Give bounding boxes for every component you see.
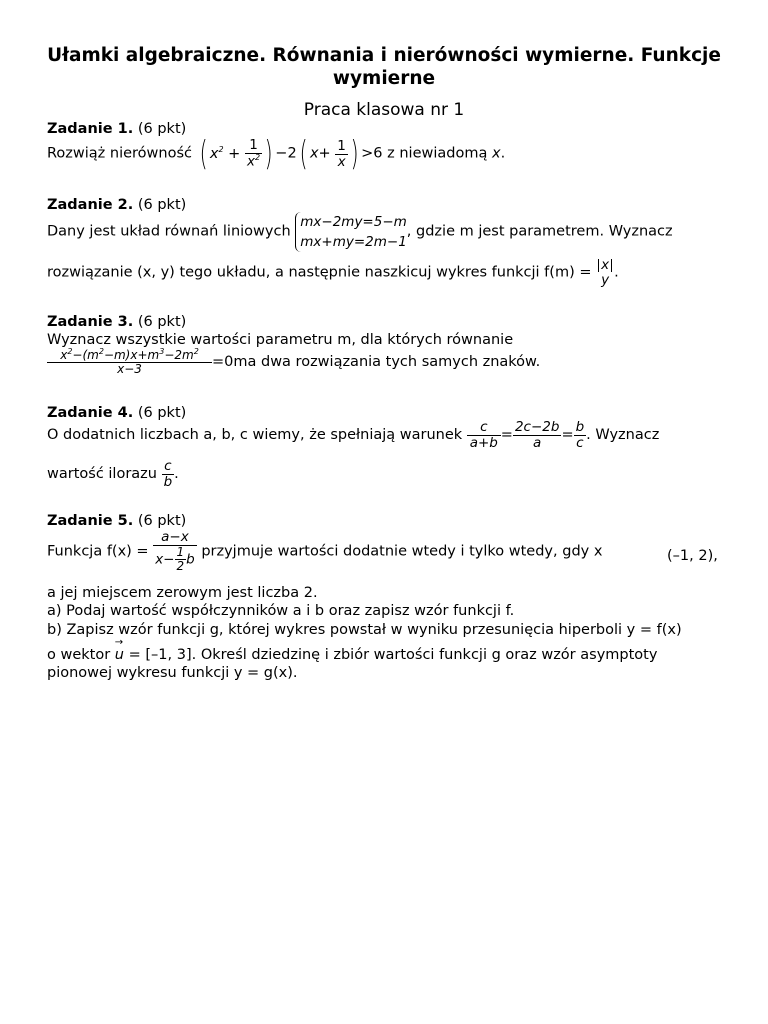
task-1-body: Rozwiąż nierówność ( $x^2$ + $\frac{1}{x^2}$ ) −2( x+ $\frac{1}{x}$ ) >6 z niewiadomą x. xyxy=(47,134,506,174)
task-5-heading xyxy=(47,513,186,530)
task-points: (6 pkt) xyxy=(137,197,187,213)
task-text: Rozwiąż nierówność xyxy=(47,145,192,162)
task-text: a) Podaj wartość współczynników a i b oraz zapisz wzór funkcji f. xyxy=(47,603,515,619)
task-text: z niewiadomą xyxy=(387,145,488,162)
task-3-line2: $\frac{x^2-(m^2-m)x+m^3-2m^2}{x-3}$ =0ma dwa rozwiązania tych samych znaków. xyxy=(47,348,540,388)
task-heading: Zadanie 1. xyxy=(47,121,134,137)
math-fraction: $\frac{c}{b}$ xyxy=(163,458,173,490)
task-points: (6 pkt) xyxy=(137,513,187,529)
vector-u: → u xyxy=(115,647,124,664)
task-text: = [–1, 3]. Określ dziedzinę i zbiór wartości funkcji g oraz wzór asymptoty xyxy=(128,647,658,663)
task-points: (6 pkt) xyxy=(137,121,187,137)
task-text: wartość ilorazu xyxy=(47,466,157,482)
page-title: Ułamki algebraiczne. Równania i nierówności wymierne. Funkcje wymierne xyxy=(47,45,721,89)
math-fraction: $\frac{x^2-(m^2-m)x+m^3-2m^2}{x-3}$ xyxy=(47,348,212,376)
math-fraction: $\frac{1}{x^2}$ xyxy=(246,137,261,170)
task-5-line2 xyxy=(47,585,318,602)
task-text: Funkcja f(x) = xyxy=(47,543,149,560)
task-2-line1 xyxy=(47,212,673,256)
math-fraction: a−x x− $\frac{1}{2}$ b xyxy=(155,529,195,574)
task-points: (6 pkt) xyxy=(137,314,187,330)
task-text: , gdzie m jest parametrem. Wyznacz xyxy=(406,223,673,240)
task-text: o wektor xyxy=(47,647,111,663)
task-5-part-a xyxy=(47,603,514,620)
equation-2: mx+my=2m−1 xyxy=(300,234,407,250)
task-text: ma dwa rozwiązania tych samych znaków. xyxy=(233,353,541,370)
math-fraction: x y xyxy=(596,258,614,288)
task-points: (6 pkt) xyxy=(137,405,187,421)
task-4-line2: wartość ilorazu $\frac{c}{b}$ . xyxy=(47,458,179,490)
task-text: Wyznacz wszystkie wartości parametru m, dla których równanie xyxy=(47,332,514,348)
task-text: O dodatnich liczbach a, b, c wiemy, że spełniają warunek xyxy=(47,427,463,443)
math-fraction: $\frac{c}{a+b}$ xyxy=(467,420,501,451)
task-heading: Zadanie 4. xyxy=(47,405,134,421)
task-heading: Zadanie 3. xyxy=(47,314,134,330)
task-3-heading xyxy=(47,314,186,331)
task-heading: Zadanie 5. xyxy=(47,513,134,529)
task-var: x xyxy=(491,145,501,162)
task-5-line1 xyxy=(47,530,727,586)
task-2-line2: rozwiązanie (x, y) tego układu, a następnie naszkicuj wykres funkcji f(m) = x y . xyxy=(47,257,619,288)
page-subtitle: Praca klasowa nr 1 xyxy=(303,100,465,120)
math-fraction: $\frac{1}{x}$ xyxy=(337,137,346,170)
task-text: Dany jest układ równań liniowych xyxy=(47,223,291,240)
task-text: a jej miejscem zerowym jest liczba 2. xyxy=(47,585,318,601)
math-fraction: $\frac{2c-2b}{a}$ xyxy=(514,419,560,451)
task-5-part-b1 xyxy=(47,622,682,639)
task-5-part-b3 xyxy=(47,665,298,682)
task-interval: (–1, 2), xyxy=(667,548,718,564)
task-text: pionowej wykresu funkcji y = g(x). xyxy=(47,665,298,681)
task-4-line1: O dodatnich liczbach a, b, c wiemy, że spełniają warunek $\frac{c}{a+b}$ = $\frac{2c-2b}{a}$ = $\frac{b}{c}$ . Wyznacz xyxy=(47,419,660,451)
equation-system xyxy=(295,212,407,252)
math-fraction: $\frac{b}{c}$ xyxy=(575,419,585,451)
task-5-part-b2 xyxy=(47,647,657,664)
task-text: rozwiązanie (x, y) tego układu, a następnie naszkicuj wykres funkcji f(m) = xyxy=(47,264,592,281)
equation-1: mx−2my=5−m xyxy=(300,214,407,230)
task-3-line1 xyxy=(47,332,513,349)
task-text: . Wyznacz xyxy=(586,427,660,443)
task-text: b) Zapisz wzór funkcji g, której wykres powstał w wyniku przesunięcia hiperboli y = f(x) xyxy=(47,622,682,638)
fraction-denominator: x−3 xyxy=(47,362,212,376)
math-paren: ( xyxy=(199,134,208,174)
task-heading: Zadanie 2. xyxy=(47,197,134,213)
task-text: przyjmuje wartości dodatnie wtedy i tylko wtedy, gdy x xyxy=(201,543,603,560)
task-1-heading xyxy=(47,121,186,138)
